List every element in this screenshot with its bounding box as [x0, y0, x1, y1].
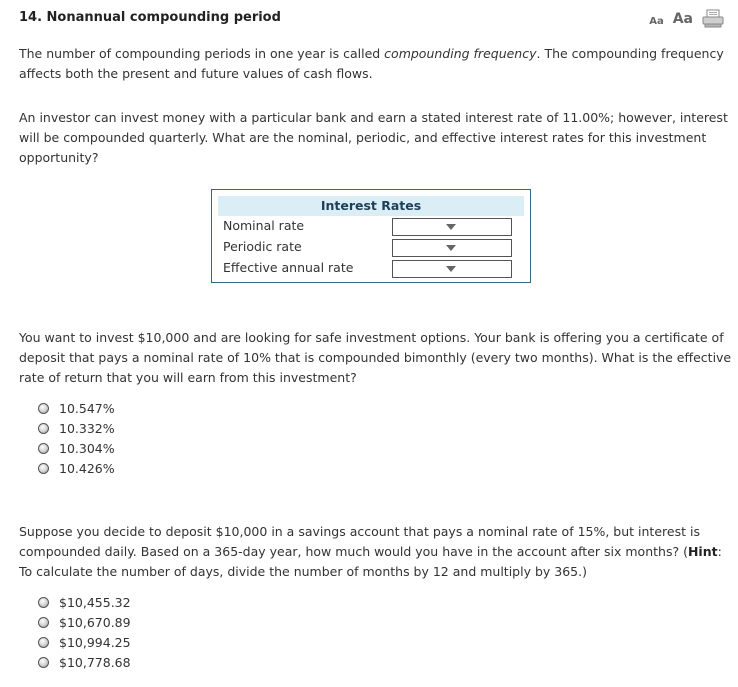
effective-annual-rate-label: Effective annual rate	[223, 260, 354, 275]
answer-option[interactable]	[38, 592, 131, 612]
answer-option[interactable]	[38, 632, 131, 652]
toolbar	[649, 9, 724, 29]
question-2-options	[38, 398, 115, 478]
intro-text-start: The number of compounding periods in one year is called	[19, 46, 385, 61]
question-2-text: You want to invest $10,000 and are looking for safe investment options. Your bank is offering you a certificate of deposit that pays a nominal rate of 10% that is compounded bimonthly (every two months). What is the effective rate of return that you will earn from this investment?	[19, 330, 732, 385]
option-label: $10,778.68	[59, 654, 131, 670]
hint-label: Hint	[687, 544, 718, 559]
intro-text-end: . The compounding frequency affects both the present and future values of cash flows.	[19, 46, 724, 81]
periodic-rate-dropdown[interactable]	[392, 239, 512, 257]
radio-button[interactable]	[38, 403, 49, 414]
option-label: $10,455.32	[59, 594, 131, 610]
font-size-large-button[interactable]: Aa	[672, 11, 693, 27]
radio-button[interactable]	[38, 617, 49, 628]
question-title: 14. Nonannual compounding period	[19, 10, 281, 25]
printer-icon[interactable]	[702, 9, 724, 29]
radio-button[interactable]	[38, 423, 49, 434]
radio-button[interactable]	[38, 657, 49, 668]
answer-option[interactable]	[38, 438, 115, 458]
periodic-rate-label: Periodic rate	[223, 239, 302, 254]
option-label: 10.304%	[59, 440, 115, 456]
option-label: 10.332%	[59, 420, 115, 436]
option-label: 10.547%	[59, 400, 115, 416]
radio-button[interactable]	[38, 443, 49, 454]
interest-rates-header: Interest Rates	[218, 196, 524, 216]
intro-term: compounding frequency	[384, 46, 537, 61]
nominal-rate-dropdown[interactable]	[392, 218, 512, 236]
chevron-down-icon	[446, 245, 456, 251]
interest-rates-table	[211, 189, 531, 283]
radio-button[interactable]	[38, 463, 49, 474]
radio-button[interactable]	[38, 637, 49, 648]
answer-option[interactable]	[38, 398, 115, 418]
question-3-options	[38, 592, 131, 672]
answer-option[interactable]	[38, 418, 115, 438]
nominal-rate-label: Nominal rate	[223, 218, 305, 233]
option-label: 10.426%	[59, 460, 115, 476]
font-size-small-button[interactable]: Aa	[649, 16, 664, 27]
answer-option[interactable]	[38, 652, 131, 672]
option-label: $10,670.89	[59, 614, 131, 630]
question-3-text	[19, 522, 734, 582]
radio-button[interactable]	[38, 597, 49, 608]
answer-option[interactable]	[38, 458, 115, 478]
chevron-down-icon	[446, 266, 456, 272]
effective-annual-rate-dropdown[interactable]	[392, 260, 512, 278]
answer-option[interactable]	[38, 612, 131, 632]
intro-paragraph	[19, 44, 734, 84]
option-label: $10,994.25	[59, 634, 131, 650]
question-3-text-start: Suppose you decide to deposit $10,000 in a savings account that pays a nominal rate of 15%, but interest is compounded daily. Based on a 365-day year, how much would you have in the account after six months? (	[19, 524, 700, 559]
question-1-text: An investor can invest money with a particular bank and earn a stated interest rate of 11.00%; however, interest will be compounded quarterly. What are the nominal, periodic, and effective interest rates for this investment opportunity?	[19, 110, 728, 165]
question-3-text-end: : To calculate the number of days, divide the number of months by 12 and multiply by 365.)	[19, 544, 722, 579]
chevron-down-icon	[446, 224, 456, 230]
